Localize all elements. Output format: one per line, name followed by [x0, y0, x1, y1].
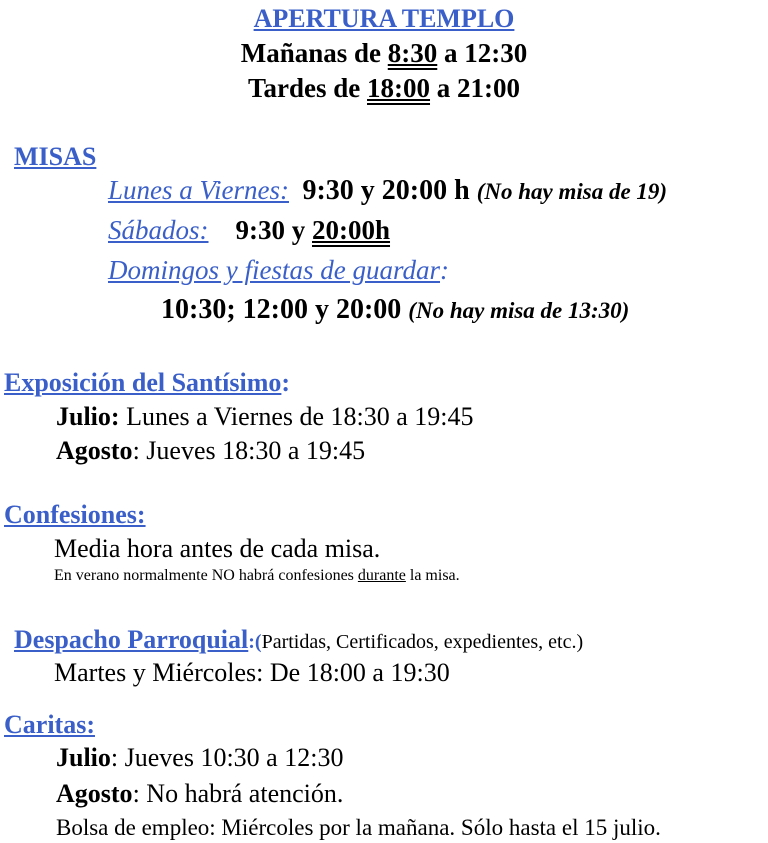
apertura-tardes [0, 75, 768, 102]
caritas-julio [56, 745, 343, 771]
caritas-julio-text: : Jueves 10:30 a 12:30 [110, 743, 344, 772]
caritas-julio-label: Julio [56, 743, 111, 772]
sunday-label: Domingos y fiestas de guardar [108, 255, 440, 285]
exposicion-heading [4, 370, 290, 396]
despacho-detail: Partidas, Certificados, expedientes, etc.) [261, 631, 584, 653]
caritas-bolsa: Bolsa de empleo: Miércoles por la mañana. Sólo hasta el 15 julio. [56, 815, 661, 840]
tardes-end: a 21:00 [430, 73, 521, 103]
caritas-agosto-text: : No habrá atención. [132, 779, 344, 808]
despacho-colon-paren: :( [248, 631, 262, 653]
confesiones-note-pre: En verano normalmente NO habrá confesiones [54, 567, 358, 584]
tardes-start-time: 18:00 [367, 73, 431, 103]
misas-saturday-row [108, 217, 390, 244]
confesiones-note-underlined: durante [357, 567, 406, 584]
confesiones-note-post: la misa. [405, 567, 460, 584]
exposicion-agosto-text: : Jueves 18:30 a 19:45 [132, 436, 366, 465]
apertura-mananas [0, 40, 768, 67]
caritas-agosto [56, 781, 343, 807]
exposicion-julio-text: Lunes a Viernes de 18:30 a 19:45 [119, 402, 474, 431]
exposicion-julio-label: Julio: [56, 402, 120, 431]
saturday-times: 9:30 y [235, 215, 312, 245]
weekday-note: (No hay misa de 19) [476, 179, 668, 204]
sunday-colon: : [440, 255, 449, 285]
misas-sunday-times-row [161, 296, 629, 324]
apertura-title: APERTURA TEMPLO [253, 4, 515, 33]
exposicion-agosto-label: Agosto [56, 436, 133, 465]
weekday-label: Lunes a Viernes: [108, 175, 289, 205]
confesiones-title: Confesiones: [4, 500, 146, 529]
despacho-heading [14, 627, 583, 653]
exposicion-agosto [56, 438, 365, 464]
despacho-hours: Martes y Miércoles: De 18:00 a 19:30 [54, 658, 450, 687]
mananas-start-time: 8:30 [387, 38, 438, 68]
confesiones-line2 [54, 568, 460, 584]
sunday-note: (No hay misa de 13:30) [408, 298, 630, 323]
exposicion-title: Exposición del Santísimo [4, 368, 282, 397]
saturday-last-time: 20:00h [312, 215, 391, 245]
exposicion-julio [56, 404, 474, 430]
weekday-times: 9:30 y 20:00 h [302, 175, 470, 206]
mananas-end: a 12:30 [437, 38, 528, 68]
confesiones-line1: Media hora antes de cada misa. [54, 534, 381, 563]
tardes-prefix: Tardes de [247, 73, 368, 103]
mananas-prefix: Mañanas de [240, 38, 388, 68]
despacho-title: Despacho Parroquial [14, 625, 249, 654]
caritas-title: Caritas: [4, 710, 95, 739]
misas-sunday-label-row [108, 257, 449, 284]
saturday-label: Sábados: [108, 215, 209, 245]
caritas-agosto-label: Agosto [56, 779, 133, 808]
sunday-times: 10:30; 12:00 y 20:00 [161, 294, 402, 325]
misas-title: MISAS [14, 142, 97, 171]
exposicion-colon: : [281, 368, 291, 397]
misas-weekday-row [108, 177, 667, 205]
